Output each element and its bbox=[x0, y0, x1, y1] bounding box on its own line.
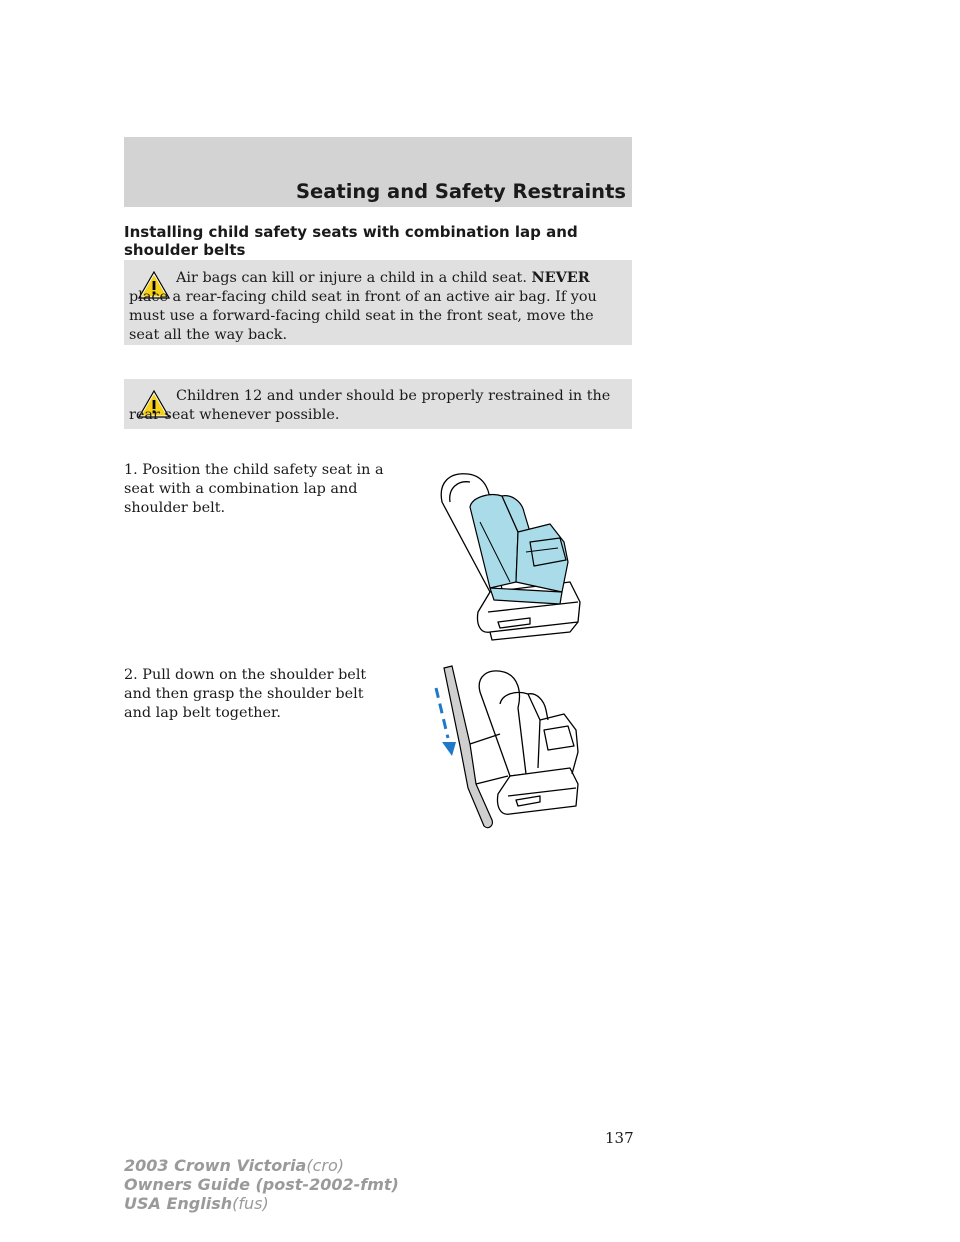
child-seat-in-seat-illustration bbox=[430, 462, 590, 642]
footer-line-2: Owners Guide (post-2002-fmt) bbox=[124, 1175, 399, 1194]
warning-box-children bbox=[124, 379, 632, 429]
section-heading: Installing child safety seats with combination lap and shoulder belts bbox=[124, 223, 578, 259]
step-1-text: 1. Position the child safety seat in a seat with a combination lap and shoulder belt. bbox=[124, 462, 384, 516]
page-number: 137 bbox=[605, 1129, 634, 1147]
section-header-band bbox=[124, 137, 632, 207]
section-header-title: Seating and Safety Restraints bbox=[295, 180, 626, 203]
warning-box-airbag bbox=[124, 260, 632, 345]
document-footer bbox=[124, 1156, 399, 1213]
footer-line-1: 2003 Crown Victoria(cro) bbox=[124, 1156, 345, 1175]
warning-text-airbag: Air bags can kill or injure a child in a child seat. NEVER place a rear-facing child seat in front of an active air bag. If you must use a forward-facing child seat in the front seat, move the seat all the way back. bbox=[129, 269, 597, 343]
step-2-text: 2. Pull down on the shoulder belt and then grasp the shoulder belt and lap belt together. bbox=[124, 667, 367, 721]
footer-line-3: USA English(fus) bbox=[124, 1194, 269, 1213]
warning-emphasis: NEVER bbox=[531, 269, 590, 286]
pull-shoulder-belt-illustration bbox=[430, 664, 590, 834]
warning-text-children: Children 12 and under should be properly restrained in the rear seat whenever possible. bbox=[129, 388, 611, 423]
